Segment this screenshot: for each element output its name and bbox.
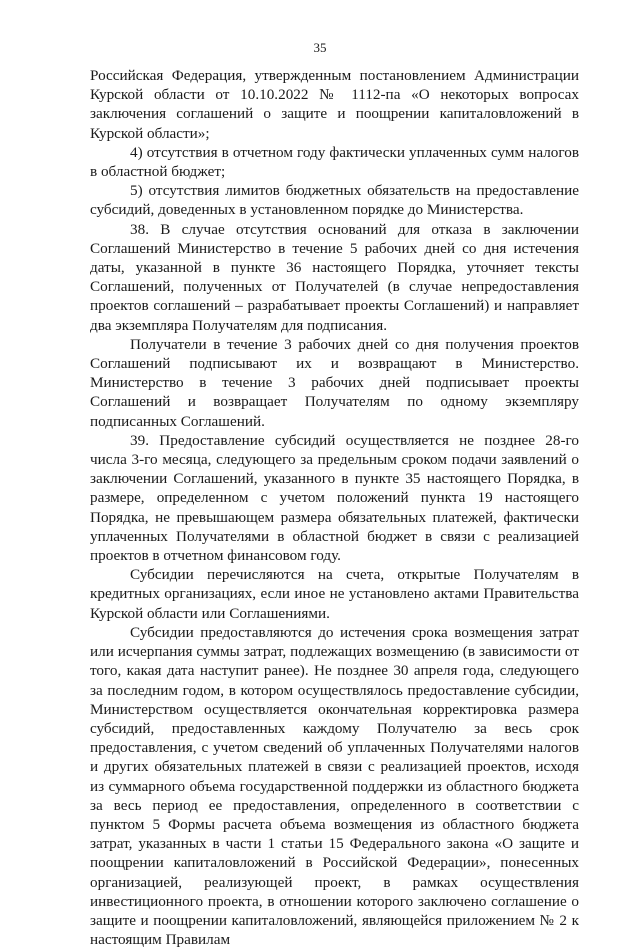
paragraph-recipients-signing: Получатели в течение 3 рабочих дней со дня получения проектов Соглашений подписывают их и возвращают в Министерство. Министерство в течение 3 рабочих дней подписывает проекты Соглашений и возвращает Получателям по одному экземпляру подписанных Соглашений. [90,335,579,430]
page-number: 35 [313,40,327,55]
paragraph-continuation: Российская Федерация, утвержденным постановлением Администрации Курской области от 10.10.2022 № 1112-па «О некоторых вопросах заключения соглашений о защите и поощрении капиталовложений в Курской области»; [90,67,579,142]
paragraph-clause-39: 39. Предоставление субсидий осуществляется не позднее 28-го числа 3-го месяца, следующего за предельным сроком подачи заявлений о заключении Соглашений, указанного в пункте 35 настоящего Порядка, в размере, определенном с учетом положений пункта 19 настоящего Порядка, не превышающем размера обязательных платежей, фактически уплаченных Получателями в областной бюджет в связи с реализацией проектов в отчетном финансовом году. [90,431,579,565]
paragraph-subsidy-transfer: Субсидии перечисляются на счета, открытые Получателям в кредитных организациях, если иное не установлено актами Правительства Курской области или Соглашениями. [90,566,579,622]
paragraph-clause-38: 38. В случае отсутствия оснований для отказа в заключении Соглашений Министерство в течение 5 рабочих дней со дня истечения даты, указанной в пункте 36 настоящего Порядка, уточняет тексты Соглашений, полученных от Получателей (в случае непредоставления проектов соглашений – разрабатывает проекты Соглашений) и направляет два экземпляра Получателям для подписания. [90,220,579,334]
paragraph-item-4: 4) отсутствия в отчетном году фактически уплаченных сумм налогов в областной бюджет; [90,143,579,181]
document-body [90,66,579,949]
paragraph-item-5: 5) отсутствия лимитов бюджетных обязательств на предоставление субсидий, доведенных в установленном порядке до Министерства. [90,182,579,219]
paragraph-subsidy-term: Субсидии предоставляются до истечения срока возмещения затрат или исчерпания суммы затрат, подлежащих возмещению (в зависимости от того, какая дата наступит ранее). Не позднее 30 апреля года, следующего за последним годом, в котором осуществлялось предоставление субсидии, Министерством осуществляется окончательная корректировка размера субсидий, предоставленных каждому Получателю за весь срок предоставления, с учетом сведений об уплаченных Получателями налогов и других обязательных платежей в связи с реализацией проектов, исходя из суммарного объема государственной поддержки из областного бюджета за весь период ее предоставления, определенного в соответствии с пунктом 5 Формы расчета объема возмещения из областного бюджета затрат, указанных в части 1 статьи 15 Федерального закона «О защите и поощрении капиталовложений в Российской Федерации», понесенных организацией, реализующей проект, в рамках осуществления инвестиционного проекта, в отношении которого заключено соглашение о защите и поощрении капиталовложений, являющейся приложением № 2 к настоящим Правилам [90,623,579,949]
